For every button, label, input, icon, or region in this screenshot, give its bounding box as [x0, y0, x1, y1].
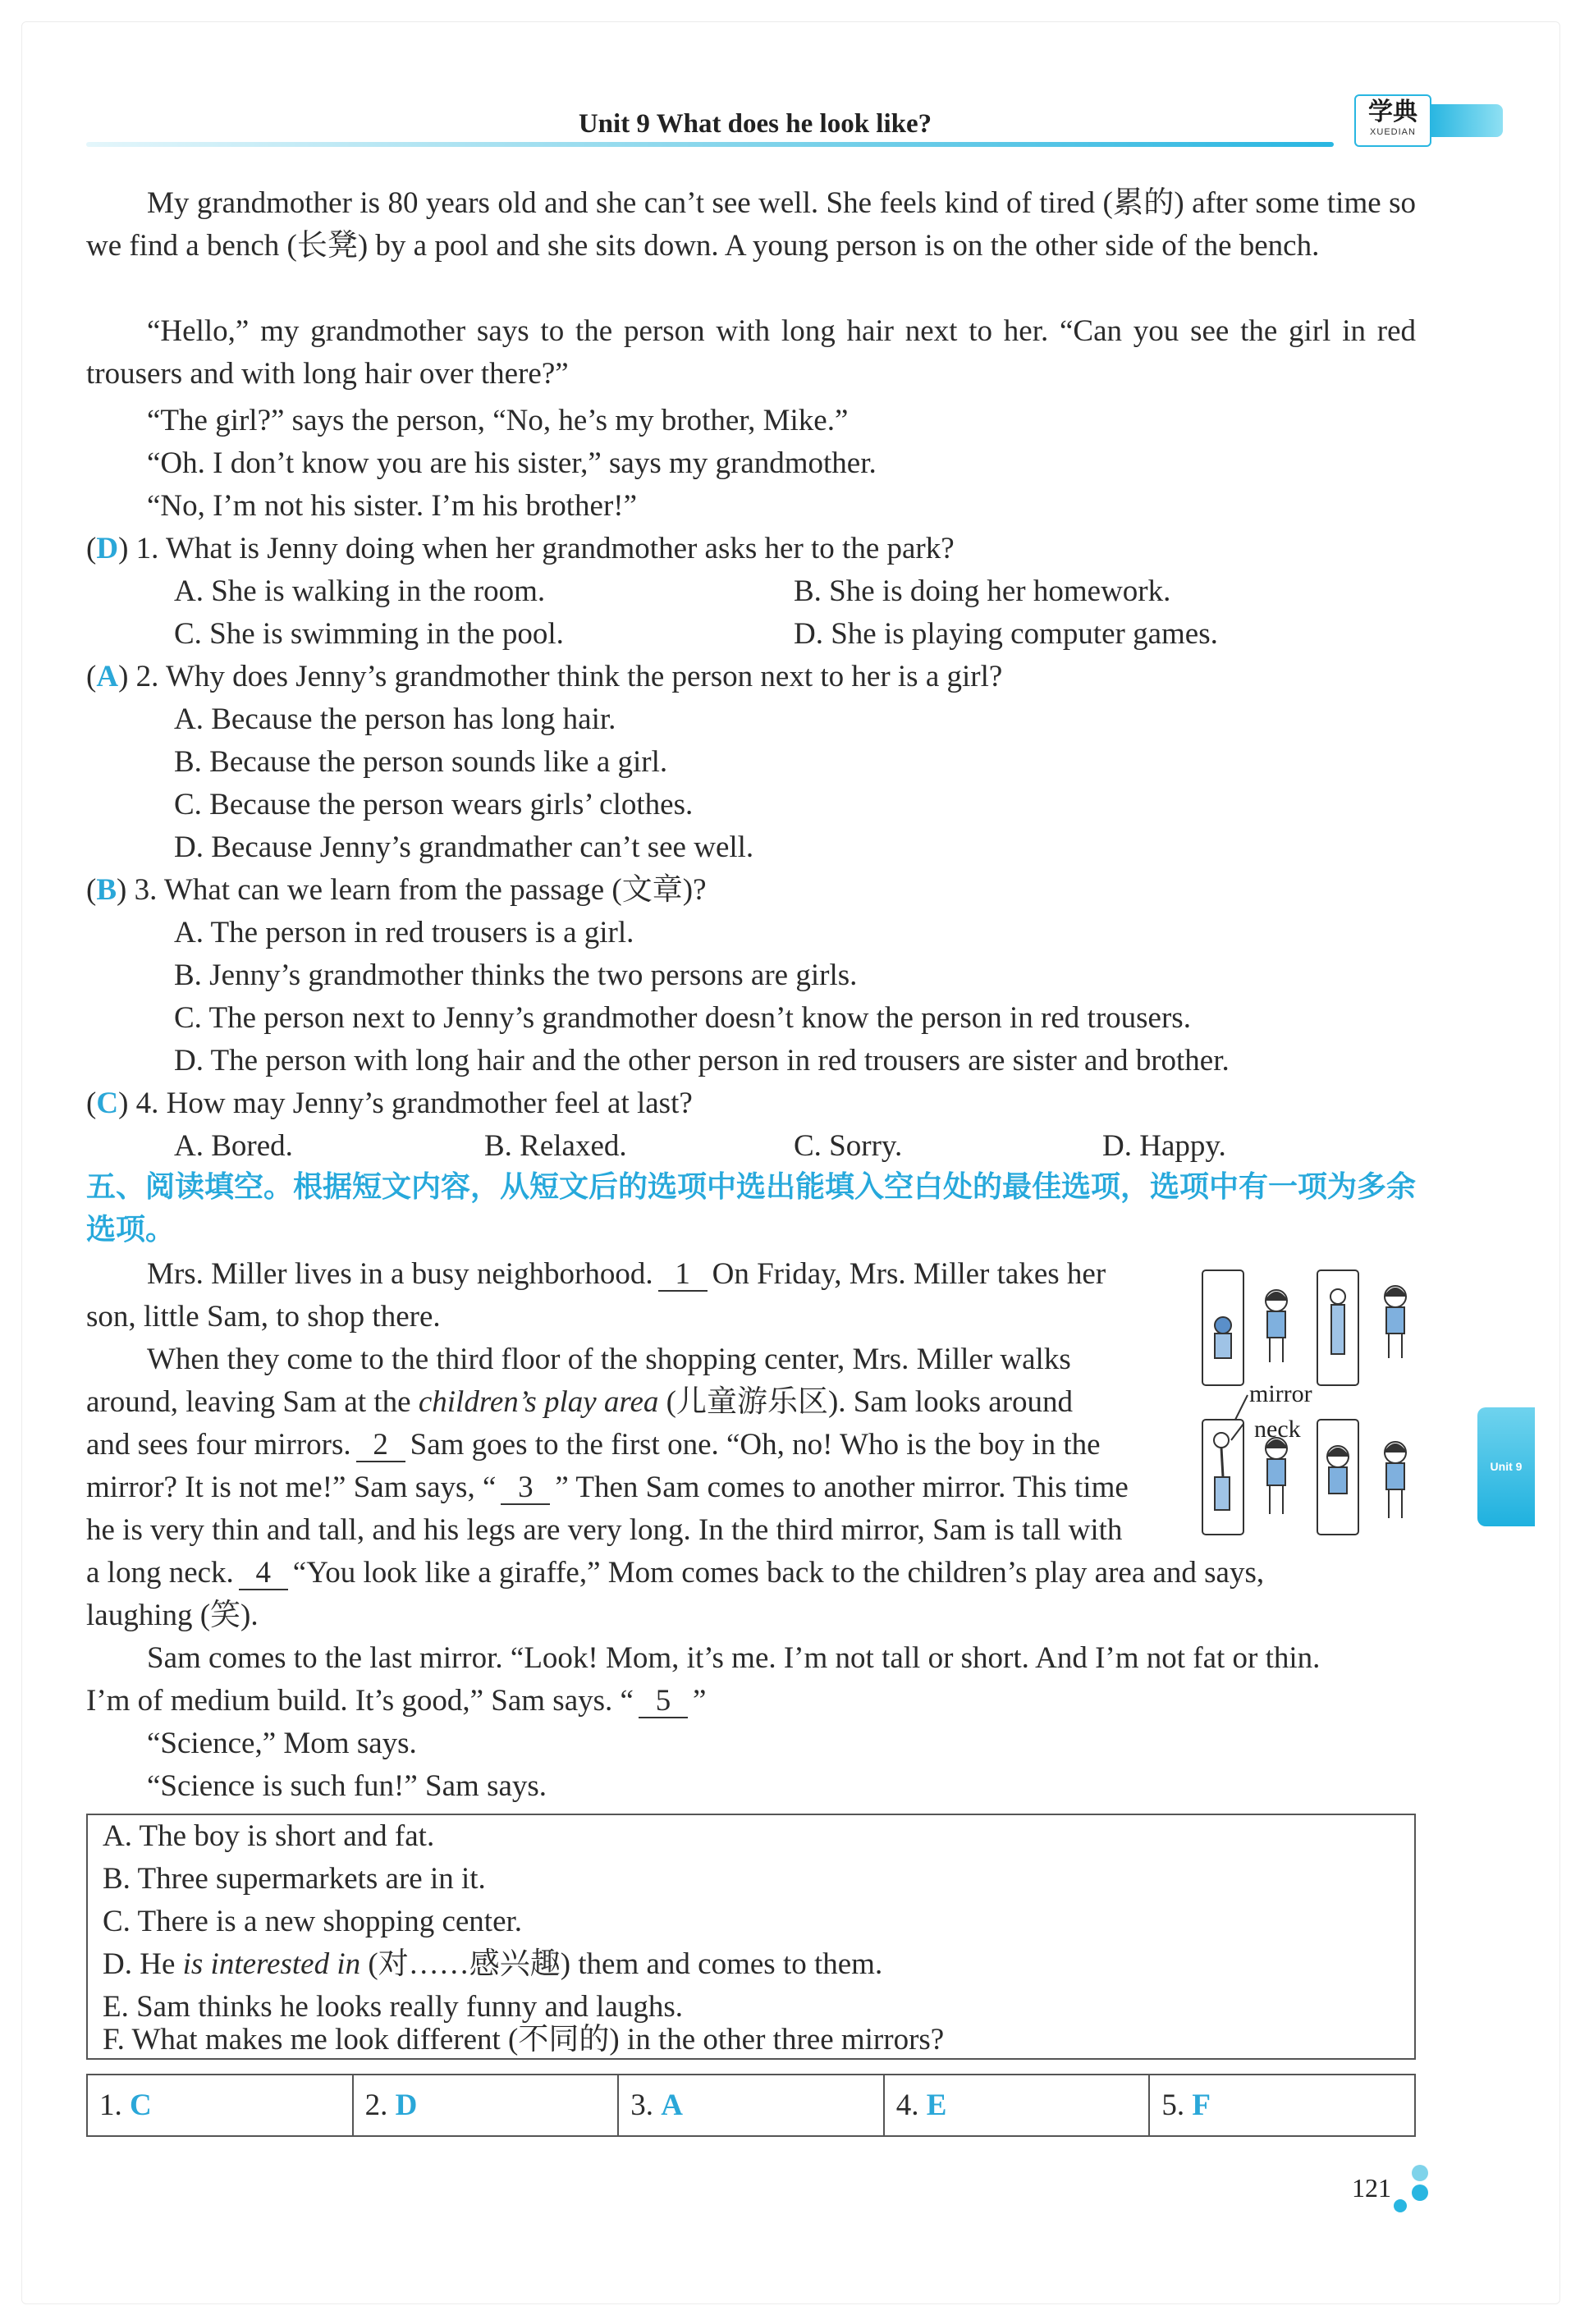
- option-q2-c: C. Because the person wears girls’ clothes.: [174, 788, 694, 821]
- passage2-line-11: I’m of medium build. It’s good,” Sam says. “ 5 ”: [86, 1684, 707, 1718]
- passage2-line-2: son, little Sam, to shop there.: [86, 1300, 441, 1334]
- option-c: C. There is a new shopping center.: [103, 1905, 523, 1938]
- answer-q4: C: [96, 1087, 119, 1120]
- question-stem: 4. How may Jenny’s grandmother feel at last?: [135, 1087, 693, 1120]
- option-q2-b: B. Because the person sounds like a girl.: [174, 745, 668, 779]
- answer-cell-5: 5. F: [1161, 2088, 1211, 2122]
- option-q3-a: A. The person in red trousers is a girl.: [174, 916, 634, 949]
- section-heading: 五、阅读填空。根据短文内容，从短文后的选项中选出能填入空白处的最佳选项，选项中有一项为多余选项。: [86, 1170, 1417, 1247]
- answer-q1: D: [96, 532, 119, 565]
- option-b: B. Three supermarkets are in it.: [103, 1862, 486, 1896]
- brand-pinyin: XUEDIAN: [1370, 127, 1416, 137]
- passage2-line-3: When they come to the third floor of the shopping center, Mrs. Miller walks: [147, 1343, 1071, 1376]
- side-tab-label: Unit 9: [1490, 1460, 1523, 1473]
- options-box: [86, 1814, 1416, 2060]
- passage-paragraph-1: My grandmother is 80 years old and she can’t see well. She feels kind of tired (累的) after some time so we find a bench (长凳) by a pool and she sits down. A young person is on the other side of the bench.: [86, 186, 1416, 263]
- answer-table: [86, 2074, 1416, 2137]
- passage2-line-8: a long neck. 4 “You look like a giraffe,” Mom comes back to the children’s play area and says,: [86, 1556, 1265, 1590]
- option-q4-b: B. Relaxed.: [484, 1129, 627, 1163]
- question-stem: 2. Why does Jenny’s grandmother think the person next to her is a girl?: [135, 660, 1003, 693]
- passage2-line-1: Mrs. Miller lives in a busy neighborhood. 1 On Friday, Mrs. Miller takes her: [147, 1257, 1106, 1291]
- option-q2-a: A. Because the person has long hair.: [174, 702, 616, 736]
- option-q1-d: D. She is playing computer games.: [794, 617, 1218, 651]
- answer-q2: A: [96, 660, 119, 693]
- question-4: (C) 4. How may Jenny’s grandmother feel at last?: [86, 1087, 693, 1120]
- label-neck: neck: [1254, 1416, 1301, 1443]
- passage2-line-12: “Science,” Mom says.: [147, 1727, 417, 1760]
- passage2-line-10: Sam comes to the last mirror. “Look! Mom, it’s me. I’m not tall or short. And I’m not fat or thin.: [147, 1641, 1321, 1675]
- passage-paragraph-4: “Oh. I don’t know you are his sister,” says my grandmother.: [147, 446, 877, 480]
- option-d: D. He is interested in (对……感兴趣) them and comes to them.: [103, 1947, 883, 1981]
- brand-logo: [1354, 94, 1431, 147]
- answer-q3: B: [96, 873, 117, 907]
- brand-ribbon: [1431, 104, 1503, 137]
- passage-paragraph-3: “The girl?” says the person, “No, he’s my brother, Mike.”: [147, 404, 849, 437]
- answer-cell-4: 4. E: [885, 2075, 1151, 2135]
- passage-paragraph-2: “Hello,” my grandmother says to the person with long hair next to her. “Can you see the girl in red trousers and with long hair over there?”: [86, 314, 1416, 391]
- question-2: (A) 2. Why does Jenny’s grandmother think the person next to her is a girl?: [86, 660, 1003, 693]
- option-q3-b: B. Jenny’s grandmother thinks the two persons are girls.: [174, 958, 858, 992]
- blank-2: 2: [356, 1430, 405, 1462]
- option-q2-d: D. Because Jenny’s grandmather can’t see well.: [174, 830, 754, 864]
- option-q1-c: C. She is swimming in the pool.: [174, 617, 564, 651]
- option-q1-b: B. She is doing her homework.: [794, 574, 1171, 608]
- answer-cell-1: 1. C: [88, 2075, 354, 2135]
- passage2-line-4: around, leaving Sam at the children’s play area (儿童游乐区). Sam looks around: [86, 1385, 1073, 1419]
- blank-3: 3: [501, 1472, 550, 1505]
- question-stem: 1. What is Jenny doing when her grandmother asks her to the park?: [135, 532, 955, 565]
- passage2-line-5: and sees four mirrors. 2 Sam goes to the first one. “Oh, no! Who is the boy in the: [86, 1428, 1101, 1462]
- unit-side-tab: [1477, 1407, 1535, 1526]
- blank-1: 1: [658, 1259, 708, 1292]
- blank-4: 4: [239, 1558, 288, 1590]
- page-header: [86, 94, 1424, 152]
- page-dots-icon: [1387, 2158, 1436, 2216]
- label-mirror: mirror: [1249, 1380, 1312, 1407]
- question-stem: 3. What can we learn from the passage (文章)?: [134, 873, 707, 907]
- option-q3-c: C. The person next to Jenny’s grandmother doesn’t know the person in red trousers.: [174, 1001, 1191, 1035]
- header-rule: [86, 142, 1334, 147]
- passage2-line-7: he is very thin and tall, and his legs are very long. In the third mirror, Sam is tall with: [86, 1513, 1123, 1547]
- option-q1-a: A. She is walking in the room.: [174, 574, 546, 608]
- option-f: F. What makes me look different (不同的) in the other three mirrors?: [103, 2023, 945, 2056]
- passage2-line-6: mirror? It is not me!” Sam says, “ 3 ” Then Sam comes to another mirror. This time: [86, 1471, 1129, 1504]
- option-q3-d: D. The person with long hair and the other person in red trousers are sister and brother.: [174, 1044, 1230, 1077]
- option-a: A. The boy is short and fat.: [103, 1819, 435, 1853]
- page-number: 121: [1352, 2173, 1391, 2203]
- option-q4-c: C. Sorry.: [794, 1129, 903, 1163]
- passage2-line-13: “Science is such fun!” Sam says.: [147, 1769, 547, 1803]
- passage2-line-9: laughing (笑).: [86, 1599, 259, 1632]
- header-title: Unit 9 What does he look like?: [578, 109, 932, 139]
- passage-paragraph-5: “No, I’m not his sister. I’m his brother!”: [147, 489, 638, 523]
- answer-cell-3: 3. A: [619, 2075, 885, 2135]
- option-q4-a: A. Bored.: [174, 1129, 293, 1163]
- mirror-illustration: [1198, 1264, 1424, 1547]
- answer-cell-2: 2. D: [354, 2075, 620, 2135]
- question-3: (B) 3. What can we learn from the passage (文章)?: [86, 873, 707, 907]
- brand-name: 学典: [1368, 98, 1417, 126]
- blank-5: 5: [639, 1686, 688, 1718]
- option-q4-d: D. Happy.: [1102, 1129, 1226, 1163]
- option-e: E. Sam thinks he looks really funny and laughs.: [103, 1990, 684, 2024]
- question-1: (D) 1. What is Jenny doing when her grandmother asks her to the park?: [86, 532, 955, 565]
